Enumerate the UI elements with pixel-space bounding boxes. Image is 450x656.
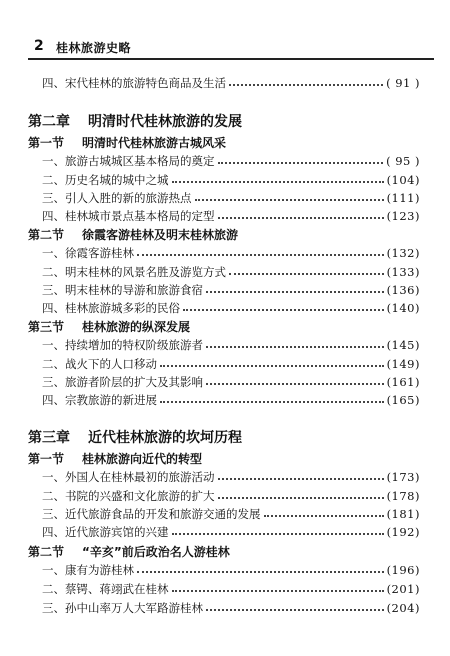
toc-item: 二、蔡锷、蒋翊武在桂林 (201) bbox=[42, 582, 420, 596]
toc-item: 一、持续增加的特权阶级旅游者 (145) bbox=[42, 338, 420, 352]
toc-item: 三、孙中山率万人大军路游桂林 (204) bbox=[42, 601, 420, 615]
chapter-heading: 第二章 明清时代桂林旅游的发展 bbox=[28, 114, 242, 130]
section-heading: 第二节 徐霞客游桂林及明末桂林旅游 bbox=[28, 227, 239, 242]
book-title: 桂林旅游史略 bbox=[56, 41, 132, 55]
section-heading: 第三节 桂林旅游的纵深发展 bbox=[28, 319, 191, 334]
toc-item: 三、引人入胜的新的旅游热点 (111) bbox=[42, 191, 420, 205]
toc-item: 四、近代旅游宾馆的兴建 (192) bbox=[42, 525, 420, 539]
running-header bbox=[28, 36, 434, 60]
toc-item: 二、历史名城的城中之城 (104) bbox=[42, 173, 420, 187]
chapter-heading: 第三章 近代桂林旅游的坎坷历程 bbox=[28, 430, 242, 446]
section-heading: 第一节 桂林旅游向近代的转型 bbox=[28, 451, 203, 466]
toc-item: 二、战火下的人口移动 (149) bbox=[42, 357, 420, 371]
toc-item: 三、明末桂林的导游和旅游食宿 (136) bbox=[42, 283, 420, 297]
toc-item: 一、康有为游桂林 (196) bbox=[42, 563, 420, 577]
toc-item: 四、桂林城市景点基本格局的定型 (123) bbox=[42, 209, 420, 223]
toc-item: 四、宗教旅游的新进展 (165) bbox=[42, 393, 420, 407]
toc-item: 四、桂林旅游城多彩的民俗 (140) bbox=[42, 301, 420, 315]
toc-item: 三、近代旅游食品的开发和旅游交通的发展 (181) bbox=[42, 507, 420, 521]
toc-item: 三、旅游者阶层的扩大及其影响 (161) bbox=[42, 375, 420, 389]
page-number: 2 bbox=[34, 38, 44, 54]
toc-item: 一、外国人在桂林最初的旅游活动 (173) bbox=[42, 470, 420, 484]
section-heading: 第一节 明清时代桂林旅游古城风采 bbox=[28, 135, 227, 150]
toc-item: 一、旅游古城城区基本格局的奠定 ( 95 ) bbox=[42, 154, 420, 168]
toc-item: 二、明末桂林的风景名胜及游览方式 (133) bbox=[42, 265, 420, 279]
toc-item: 四、宋代桂林的旅游特色商品及生活 ( 91 ) bbox=[42, 76, 420, 90]
section-heading: 第二节 “辛亥”前后政治名人游桂林 bbox=[28, 544, 230, 559]
toc-item: 二、书院的兴盛和文化旅游的扩大 (178) bbox=[42, 489, 420, 503]
toc-item: 一、徐霞客游桂林 (132) bbox=[42, 246, 420, 260]
